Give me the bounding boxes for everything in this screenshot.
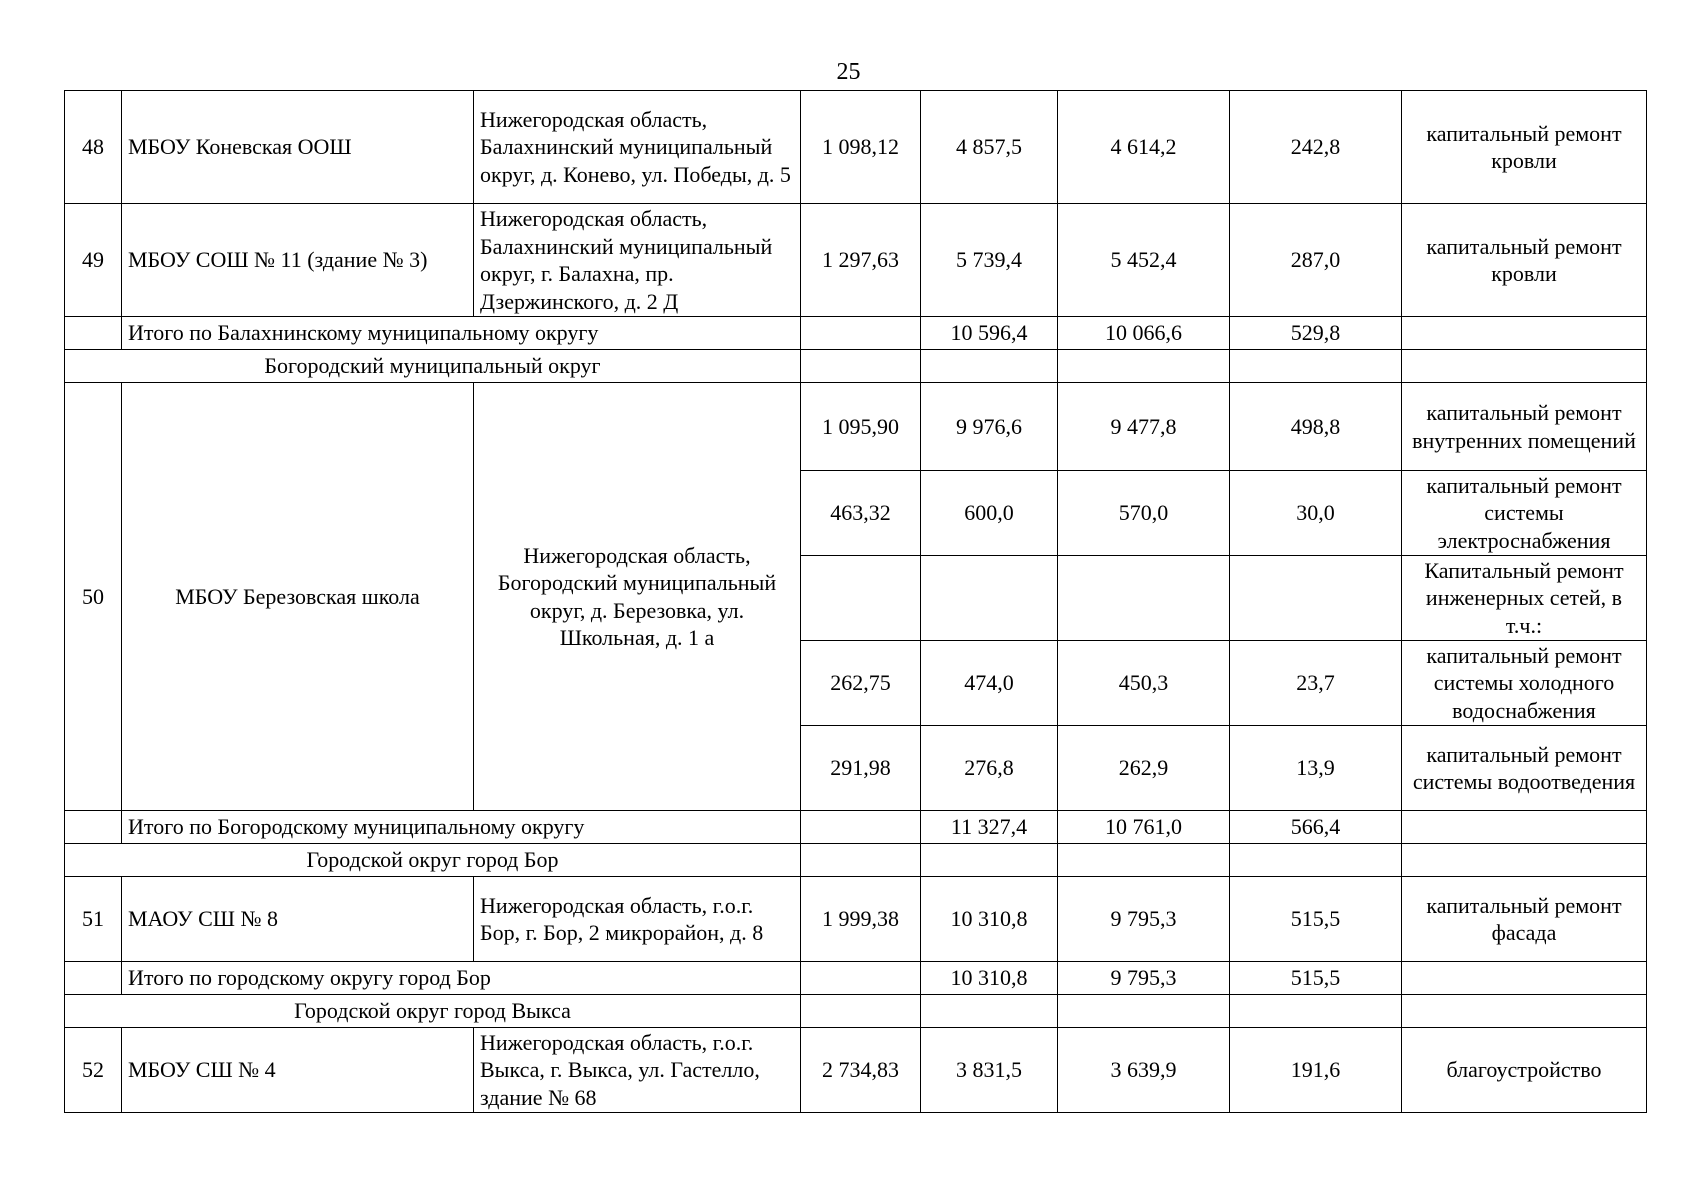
empty-cell xyxy=(801,317,921,350)
empty-cell xyxy=(65,811,122,844)
work-type: капитальный ремонт кровли xyxy=(1402,91,1647,204)
local-funds: 23,7 xyxy=(1230,641,1402,726)
school-name: МАОУ СШ № 8 xyxy=(122,877,474,962)
row-number: 52 xyxy=(65,1028,122,1113)
table-row xyxy=(65,877,1647,962)
regional-funds: 5 452,4 xyxy=(1058,204,1230,317)
subtotal-row xyxy=(65,811,1647,844)
row-number: 51 xyxy=(65,877,122,962)
local-funds: 242,8 xyxy=(1230,91,1402,204)
empty-cell xyxy=(801,995,921,1028)
regional-funds: 262,9 xyxy=(1058,726,1230,811)
local-funds: 287,0 xyxy=(1230,204,1402,317)
area-value: 2 734,83 xyxy=(801,1028,921,1113)
subtotal-label: Итого по Балахнинскому муниципальному округу xyxy=(122,317,801,350)
empty-cell xyxy=(921,995,1058,1028)
regional-funds: 10 761,0 xyxy=(1058,811,1230,844)
district-header: Городской округ город Выкса xyxy=(65,995,801,1028)
regional-funds: 9 795,3 xyxy=(1058,962,1230,995)
row-number: 49 xyxy=(65,204,122,317)
total-cost: 600,0 xyxy=(921,471,1058,556)
district-header-row xyxy=(65,844,1647,877)
total-cost: 276,8 xyxy=(921,726,1058,811)
regional-funds: 10 066,6 xyxy=(1058,317,1230,350)
total-cost: 10 310,8 xyxy=(921,877,1058,962)
total-cost: 10 596,4 xyxy=(921,317,1058,350)
subtotal-label: Итого по городскому округу город Бор xyxy=(122,962,801,995)
area-value: 291,98 xyxy=(801,726,921,811)
empty-cell xyxy=(801,844,921,877)
regional-funds: 3 639,9 xyxy=(1058,1028,1230,1113)
subtotal-row xyxy=(65,962,1647,995)
area-value xyxy=(801,556,921,641)
empty-cell xyxy=(1402,317,1647,350)
local-funds: 30,0 xyxy=(1230,471,1402,556)
area-value: 1 098,12 xyxy=(801,91,921,204)
district-header-row xyxy=(65,350,1647,383)
area-value: 262,75 xyxy=(801,641,921,726)
total-cost: 5 739,4 xyxy=(921,204,1058,317)
total-cost xyxy=(921,556,1058,641)
empty-cell xyxy=(1402,962,1647,995)
district-header: Городской округ город Бор xyxy=(65,844,801,877)
empty-cell xyxy=(921,844,1058,877)
school-name: МБОУ Березовская школа xyxy=(122,383,474,811)
empty-cell xyxy=(1402,350,1647,383)
empty-cell xyxy=(1058,844,1230,877)
work-type: капитальный ремонт системы водоотведения xyxy=(1402,726,1647,811)
regional-funds: 9 477,8 xyxy=(1058,383,1230,471)
table-row xyxy=(65,1028,1647,1113)
page-number: 25 xyxy=(836,59,861,85)
area-value: 1 095,90 xyxy=(801,383,921,471)
local-funds: 515,5 xyxy=(1230,962,1402,995)
work-type: капитальный ремонт системы электроснабжения xyxy=(1402,471,1647,556)
regional-funds xyxy=(1058,556,1230,641)
total-cost: 4 857,5 xyxy=(921,91,1058,204)
total-cost: 11 327,4 xyxy=(921,811,1058,844)
local-funds xyxy=(1230,556,1402,641)
work-type: Капитальный ремонт инженерных сетей, в т.ч.: xyxy=(1402,556,1647,641)
table-row xyxy=(65,91,1647,204)
school-address: Нижегородская область, Балахнинский муниципальный округ, г. Балахна, пр. Дзержинского, д. 2 Д xyxy=(474,204,801,317)
row-number: 50 xyxy=(65,383,122,811)
area-value: 1 999,38 xyxy=(801,877,921,962)
repair-program-table xyxy=(64,90,1647,1113)
empty-cell xyxy=(1402,995,1647,1028)
work-type: капитальный ремонт внутренних помещений xyxy=(1402,383,1647,471)
empty-cell xyxy=(1402,811,1647,844)
subtotal-label: Итого по Богородскому муниципальному округу xyxy=(122,811,801,844)
empty-cell xyxy=(1230,350,1402,383)
empty-cell xyxy=(921,350,1058,383)
empty-cell xyxy=(801,962,921,995)
empty-cell xyxy=(1058,350,1230,383)
school-address: Нижегородская область, г.о.г. Бор, г. Бор, 2 микрорайон, д. 8 xyxy=(474,877,801,962)
total-cost: 3 831,5 xyxy=(921,1028,1058,1113)
work-type: благоустройство xyxy=(1402,1028,1647,1113)
work-type: капитальный ремонт фасада xyxy=(1402,877,1647,962)
empty-cell xyxy=(1402,844,1647,877)
area-value: 1 297,63 xyxy=(801,204,921,317)
local-funds: 529,8 xyxy=(1230,317,1402,350)
district-header: Богородский муниципальный округ xyxy=(65,350,801,383)
row-number: 48 xyxy=(65,91,122,204)
school-name: МБОУ СШ № 4 xyxy=(122,1028,474,1113)
regional-funds: 9 795,3 xyxy=(1058,877,1230,962)
regional-funds: 4 614,2 xyxy=(1058,91,1230,204)
empty-cell xyxy=(801,811,921,844)
school-address: Нижегородская область, Богородский муниципальный округ, д. Березовка, ул. Школьная, д. 1 а xyxy=(474,383,801,811)
school-address: Нижегородская область, Балахнинский муниципальный округ, д. Конево, ул. Победы, д. 5 xyxy=(474,91,801,204)
subtotal-row xyxy=(65,317,1647,350)
empty-cell xyxy=(801,350,921,383)
local-funds: 515,5 xyxy=(1230,877,1402,962)
empty-cell xyxy=(1058,995,1230,1028)
empty-cell xyxy=(1230,995,1402,1028)
empty-cell xyxy=(65,317,122,350)
school-name: МБОУ СОШ № 11 (здание № 3) xyxy=(122,204,474,317)
area-value: 463,32 xyxy=(801,471,921,556)
regional-funds: 570,0 xyxy=(1058,471,1230,556)
total-cost: 9 976,6 xyxy=(921,383,1058,471)
table-row xyxy=(65,204,1647,317)
empty-cell xyxy=(65,962,122,995)
empty-cell xyxy=(1230,844,1402,877)
local-funds: 566,4 xyxy=(1230,811,1402,844)
school-address: Нижегородская область, г.о.г. Выкса, г. Выкса, ул. Гастелло, здание № 68 xyxy=(474,1028,801,1113)
table-row xyxy=(65,383,1647,471)
total-cost: 474,0 xyxy=(921,641,1058,726)
district-header-row xyxy=(65,995,1647,1028)
local-funds: 13,9 xyxy=(1230,726,1402,811)
school-name: МБОУ Коневская ООШ xyxy=(122,91,474,204)
regional-funds: 450,3 xyxy=(1058,641,1230,726)
work-type: капитальный ремонт системы холодного водоснабжения xyxy=(1402,641,1647,726)
total-cost: 10 310,8 xyxy=(921,962,1058,995)
local-funds: 191,6 xyxy=(1230,1028,1402,1113)
local-funds: 498,8 xyxy=(1230,383,1402,471)
work-type: капитальный ремонт кровли xyxy=(1402,204,1647,317)
